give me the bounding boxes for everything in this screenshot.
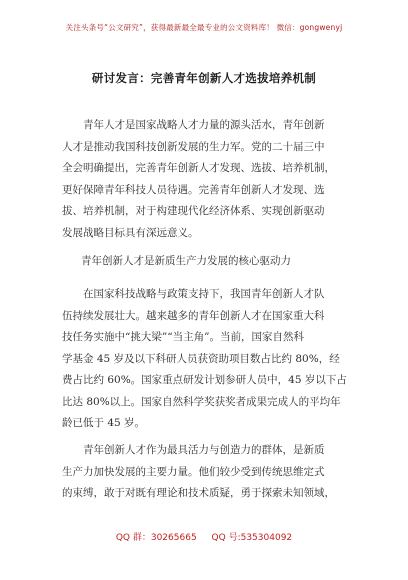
paragraph-intro <box>62 115 352 244</box>
text-line: 青年创新人才作为最具活力与创造力的群体，是新质 <box>83 444 325 456</box>
text-line: 学基金 45 岁及以下科研人员获资助项目数占比约 80%，经 <box>62 352 340 365</box>
qq-account-number: QQ 号:535304092 <box>211 533 293 543</box>
document-title: 研讨发言：完善青年创新人才选拔培养机制 <box>91 71 317 85</box>
text-line: 龄已低于 45 岁。 <box>62 417 146 429</box>
text-line: 伍持续发展壮大。越来越多的青年创新人才在国家重大科 <box>62 309 325 322</box>
text-line: 更好保障青年科技人员待遇。完善青年创新人才发现、选 <box>62 183 325 196</box>
section-subheading: 青年创新人才是新质生产力发展的核心驱动力 <box>81 255 291 267</box>
text-line: 拔、培养机制，对于构建现代化经济体系、实现创新驱动 <box>62 205 325 217</box>
text-line: 全会明确提出，完善青年创新人才发现、选拔、培养机制， <box>62 162 335 174</box>
text-line: 人才是推动我国科技创新发展的生力军。党的二十届三中 <box>62 140 325 153</box>
text-line: 费占比约 60%。国家重点研发计划参研人员中，45 岁以下占 <box>62 374 347 386</box>
text-line: 的束缚，敢于对既有理论和技术质疑，勇于探索未知领域， <box>62 487 335 499</box>
text-line: 比达 80%以上。国家自然科学奖获奖者成果完成人的平均年 <box>62 395 341 408</box>
contact-footer <box>0 530 408 543</box>
paragraph-policy <box>62 284 352 435</box>
promo-banner: 关注头条号“公文研究”，获得最新最全最专业的公文资料库！ 微信：gongwenyj <box>65 23 343 32</box>
text-line: 在国家科技战略与政策支持下，我国青年创新人才队 <box>83 288 325 300</box>
text-line: 技任务实施中“挑大梁”“当主角”。当前，国家自然科 <box>62 331 304 343</box>
text-line: 发展战略目标具有深远意义。 <box>62 226 199 239</box>
qq-group-number: QQ 群：30265665 <box>115 533 197 543</box>
text-line: 青年人才是国家战略人才力量的源头活水，青年创新 <box>83 119 325 131</box>
paragraph-vitality <box>62 440 352 505</box>
text-line: 生产力加快发展的主要力量。他们较少受到传统思维定式 <box>62 465 325 478</box>
